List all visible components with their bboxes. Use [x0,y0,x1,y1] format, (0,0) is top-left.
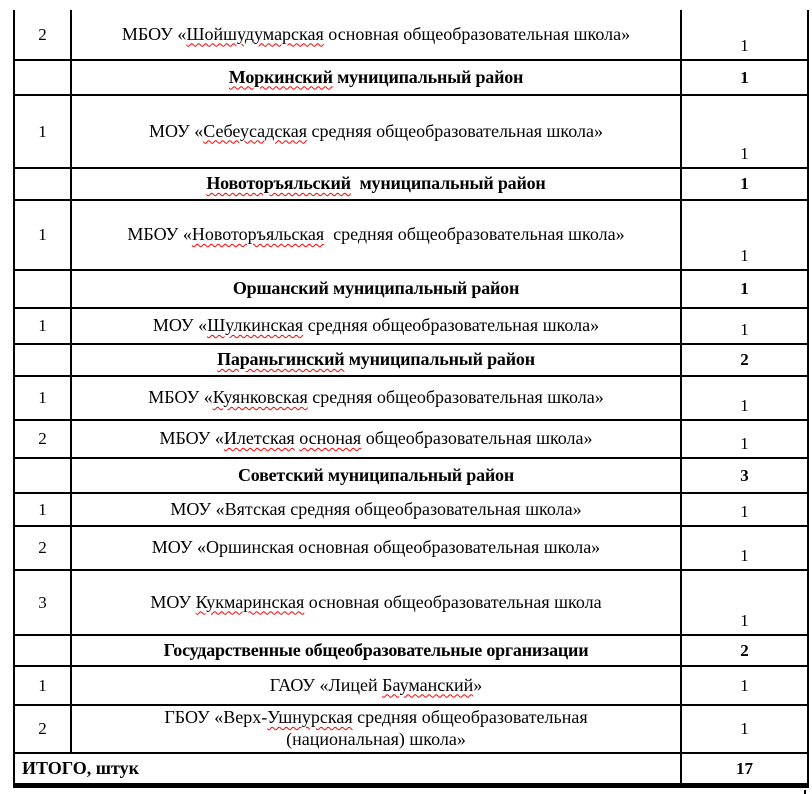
row-number-cell: 1 [14,376,71,420]
misspelled-word: осноная [299,428,362,449]
district-row [14,168,808,200]
total-label-cell: ИТОГО, штук [14,753,681,786]
school-name-cell [71,200,681,270]
school-row [14,666,808,705]
misspelled-word: Моркинский [228,66,333,87]
district-row [14,635,808,666]
district-row [14,458,808,493]
count-cell: 1 [681,10,808,60]
name-text: средняя общеобразовательная школа» [324,224,625,245]
district-name-cell [71,60,681,95]
school-row [14,420,808,458]
name-text: ГБОУ «Верх- [164,707,268,727]
name-text: Государственные общеобразовательные организации [163,639,589,660]
school-name-cell [71,308,681,344]
count-cell: 1 [681,376,808,420]
row-number-cell [14,60,71,95]
misspelled-word: Новоторъяльский [206,173,351,194]
school-row [14,200,808,270]
district-row [14,270,808,308]
name-text: МБОУ « [121,23,187,44]
school-row [14,570,808,635]
name-text: Оршанский муниципальный район [232,278,520,299]
misspelled-word: Шойшудумарская [186,23,324,44]
name-text: общеобразовательная школа» [361,428,593,449]
count-cell: 1 [681,420,808,458]
district-name-cell [71,344,681,376]
school-row [14,10,808,60]
schools-table [13,10,809,788]
district-name-cell [71,458,681,493]
name-text: основная общеобразовательная школа [304,591,602,612]
count-cell: 2 [681,635,808,666]
total-row [14,753,808,786]
school-row [14,308,808,344]
district-name-cell [71,270,681,308]
count-cell: 1 [681,168,808,200]
count-cell: 1 [681,308,808,344]
count-cell: 1 [681,95,808,168]
school-name-cell [71,95,681,168]
name-text: МОУ «Вятская средняя общеобразовательная школа» [170,498,582,519]
row-number-cell: 1 [14,308,71,344]
name-text: МБОУ « [159,428,224,449]
name-text: МОУ « [152,315,208,336]
count-cell: 1 [681,666,808,705]
name-text: основная общеобразовательная школа» [323,23,631,44]
row-number-cell: 1 [14,95,71,168]
row-number-cell: 2 [14,420,71,458]
school-name-cell [71,666,681,705]
name-text: муниципальный район [332,66,524,87]
row-number-cell [14,635,71,666]
count-cell: 2 [681,344,808,376]
school-row [14,493,808,526]
misspelled-word: Куянковская [212,387,308,408]
name-text: средняя общеобразовательная [352,707,588,727]
school-name-cell [71,420,681,458]
school-name-cell [71,493,681,526]
name-text: (национальная) школа» [286,728,466,749]
name-text: средняя общеобразовательная школа» [303,315,600,336]
count-cell: 1 [681,705,808,753]
school-name-cell [71,526,681,570]
count-cell: 1 [681,493,808,526]
name-text: » [473,674,483,695]
count-cell: 1 [681,526,808,570]
count-cell: 1 [681,270,808,308]
name-text: Советский муниципальный район [237,464,515,485]
school-row [14,705,808,753]
row-number-cell: 2 [14,526,71,570]
district-name-cell [71,168,681,200]
misspelled-word: Новоторъяльская [191,224,325,245]
count-cell: 1 [681,200,808,270]
name-text: средняя общеобразовательная школа» [307,387,604,408]
row-number-cell [14,344,71,376]
school-row [14,95,808,168]
schools-table-body [14,10,808,786]
row-number-cell: 1 [14,666,71,705]
misspelled-word: Бауманский [382,674,474,695]
row-number-cell: 1 [14,200,71,270]
name-text: средняя общеобразовательная школа» [307,120,603,141]
count-cell: 1 [681,570,808,635]
school-name-cell [71,376,681,420]
misspelled-word: Кукмаринская [195,591,305,612]
row-number-cell: 1 [14,493,71,526]
row-number-cell: 3 [14,570,71,635]
name-text: МОУ [150,591,196,612]
name-text: ГАОУ «Лицей [269,674,383,695]
misspelled-word: Себеусадская [203,120,308,141]
district-row [14,60,808,95]
school-name-cell [71,705,681,753]
row-number-cell [14,458,71,493]
row-number-cell: 2 [14,705,71,753]
school-name-cell [71,570,681,635]
misspelled-word: Ушнурская [267,707,353,727]
name-text: МБОУ « [127,224,192,245]
school-row [14,376,808,420]
school-row [14,526,808,570]
name-text: муниципальный район [350,173,546,194]
district-row [14,344,808,376]
row-number-cell [14,270,71,308]
row-number-cell [14,168,71,200]
name-text: МОУ «Оршинская основная общеобразовательная школа» [151,537,601,558]
table-continuation-tick [804,790,806,794]
name-text: МОУ « [149,120,204,141]
count-cell: 17 [681,753,808,786]
district-name-cell [71,635,681,666]
misspelled-word: Параньгинский [217,349,345,370]
count-cell: 3 [681,458,808,493]
name-text: муниципальный район [344,349,535,370]
school-name-cell [71,10,681,60]
row-number-cell: 2 [14,10,71,60]
misspelled-word: Шулкинская [207,315,304,336]
count-cell: 1 [681,60,808,95]
misspelled-word: Илетская [223,428,295,449]
name-text: МБОУ « [148,387,213,408]
